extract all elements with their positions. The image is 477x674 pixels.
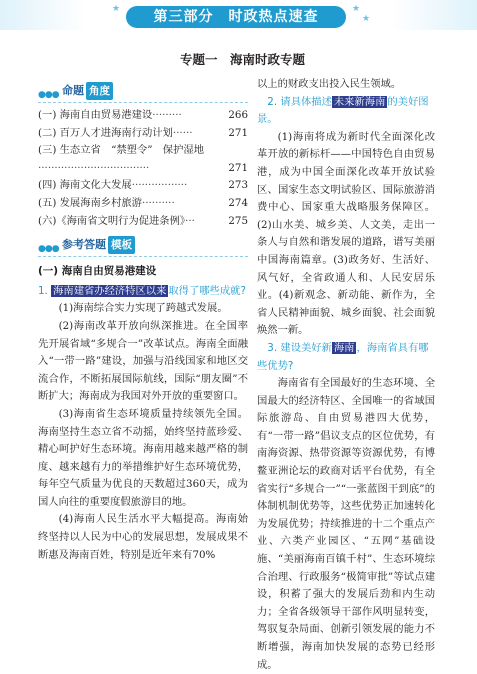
toc-item[interactable]: 271 (二) 百万人才进海南行动计划······	[38, 126, 248, 139]
subsection-title: (一) 海南自由贸易港建设	[38, 265, 157, 278]
toc-item[interactable]: 273 (四) 海南文化大发展·················	[38, 179, 248, 192]
answer-paragraph: (1)海南综合实力实现了跨越式发展。	[58, 302, 228, 315]
part-title: 第三部分 时政热点速查	[126, 6, 346, 28]
question-2: 2. 请具体描述 未来新海南 的美好图景。	[257, 95, 429, 126]
header-banner	[0, 0, 477, 30]
star-icon: ★	[352, 4, 361, 14]
left-column	[38, 76, 248, 564]
section-label: 命题	[62, 84, 84, 97]
answer-paragraph: (4)海南人民生活水平大幅提高。海南始终坚持以人民为中心的发展思想，发展成果不断惠及海南百姓，特别是近年来有70%	[38, 513, 248, 561]
toc-item[interactable]: 271 ··································	[38, 161, 248, 174]
section-label: 参考答题	[62, 238, 106, 252]
highlight: 海南建省办经济特区以来	[53, 284, 167, 297]
highlight: 未来新海南	[333, 95, 386, 108]
toc-item[interactable]: 274 (五) 发展海南乡村旅游··········	[38, 196, 248, 209]
right-column	[257, 76, 435, 674]
toc-item[interactable]: (三) 生态立省 “禁塑令” 保护湿地	[38, 144, 204, 157]
toc-item[interactable]: 275 (六)《海南省文明行为促进条例》···	[38, 214, 248, 227]
answer-paragraph: (3)海南省生态环境质量持续领先全国。海南坚持生态立省不动摇，始终坚持蓝珍爱、精心呵护好生态环境。海南用越来越严格的制度、越来越有力的举措维护好生态环境优势，每年空气质量为优良的天数超过360天，成为国人向往的重要度假旅游目的地。	[38, 407, 248, 508]
question-3: 3. 建设美好新 海南 ，海南省具有哪些优势?	[257, 341, 429, 372]
answer-paragraph: (1)海南将成为新时代全面深化改革开放的新标杆——中国特色自由贸易港，成为中国全面深化改革开放试验区、国家生态文明试验区、国际旅游消费中心、国家重大战略服务保障区。(2)山水美、城乡美、人文美，走出一条人与自然和谐发展的道路，谱写美丽中国海南篇章。(3)政务好、生活好、风气好，全省政通人和、人民安居乐业。(4)新观念、新动能、新作为，全省人民精神面貌、城乡面貌、社会面貌焕然一新。	[257, 130, 435, 337]
star-icon: ★	[362, 14, 371, 24]
question-1: 1. 海南建省办经济特区以来 取得了哪些成就?	[38, 284, 246, 297]
section-header-angles	[38, 82, 248, 103]
highlight: 海南	[333, 341, 355, 354]
topic-title: 专题一 海南时政专题	[180, 52, 306, 67]
continued-text: 以上的财政支出投入民生领域。	[257, 78, 402, 90]
toc-item[interactable]: 266 (一) 海南自由贸易港建设·········	[38, 109, 248, 121]
dots-icon: ●●●	[38, 90, 59, 100]
star-icon: ★	[112, 4, 121, 14]
answer-paragraph: (2)海南改革开放向纵深推进。在全国率先开展省域“多规合一”改革试点。海南全面融入“一带一路”建设，加强与沿线国家和地区交流合作，不断拓展国际航线，国际“朋友圈”不断扩大；海南成为我国对外开放的重要窗口。	[38, 319, 248, 403]
section-header-templates	[38, 236, 248, 257]
section-badge: 模板	[108, 236, 135, 254]
dots-icon: ●●●	[38, 244, 59, 255]
section-badge: 角度	[86, 82, 113, 100]
answer-paragraph: 海南省有全国最好的生态环境、全国最大的经济特区、全国唯一的省域国际旅游岛、自由贸易港四大优势，有“一带一路”倡议支点的区位优势，有南海资源、热带资源等资源优势，有博鳌亚洲论坛的政商对话平台优势，有全省实行“多规合一”“一张蓝图干到底”的体制机制优势等，这些优势正加速转化为发展优势；持续推进的十二个重点产业、六类产业园区、“五网”基础设施、“美丽海南百镇千村”、生态环境综合治理、行政服务“极简审批”等试点建设，积蓄了强大的发展后劲和内生动力；全省各级领导干部作风明显转变，驾驭复杂局面、创新引领发展的能力不断增强，海南加快发展的态势已经形成。	[257, 377, 435, 671]
